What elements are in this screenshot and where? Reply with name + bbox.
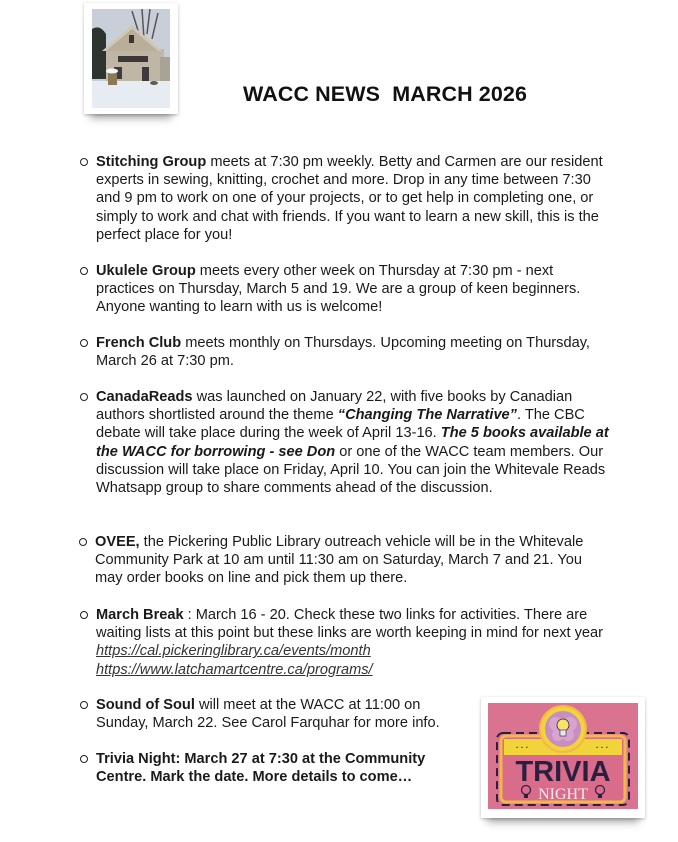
news-item-sound-of-soul: [96, 696, 476, 732]
bullet-icon: [79, 538, 87, 546]
news-item-french-club: [96, 334, 611, 370]
bullet-icon: [80, 267, 88, 275]
hall-photo-image: [92, 9, 170, 108]
item-text: or one of the WACC team members. Our discussion will take place on Friday, April 10. You can join the Whitevale Reads Whatsapp group to share comments ahead of the discussion.: [96, 443, 606, 497]
community-hall-photo: [84, 3, 178, 114]
item-text: meets monthly on Thursdays. Upcoming meeting on Thursday, March 26 at 7:30 pm.: [96, 335, 590, 370]
bullet-icon: [80, 339, 88, 347]
bullet-icon: [80, 701, 88, 709]
bullet-icon: [80, 158, 88, 166]
theme-text: “Changing The Narrative”: [337, 407, 517, 424]
item-text: : March 16 - 20. Check these two links for activities. There are waiting lists at this point but these links are worth keeping in mind for next year: [96, 607, 603, 642]
item-text: meets at 7:30 pm weekly. Betty and Carmen are our resident experts in sewing, knitting, crochet and more. Drop in any time between 7:30 and 9 pm to work on one of your projects, or to get help in completing one, or simply to work and chat with friends. If you want to learn a new skill, this is the perfect place for you!: [96, 154, 603, 243]
latcham-art-centre-link[interactable]: https://www.latchamartcentre.ca/programs/: [96, 661, 373, 678]
item-lead: CanadaReads: [96, 389, 193, 405]
item-lead: Stitching Group: [96, 154, 207, 170]
bullet-icon: [80, 755, 88, 763]
trivia-word: TRIVIA: [515, 756, 611, 788]
svg-text:· · ·: · · ·: [516, 743, 529, 752]
item-lead: Trivia Night: March 27 at 7:30 at the Community Centre. Mark the date. More details to come…: [96, 751, 426, 786]
item-text: the Pickering Public Library outreach vehicle will be in the Whitevale Community Park at 10 am until 11:30 am on Saturday, March 7 and 21. You may order books on line and pick them up there.: [95, 534, 584, 587]
item-lead: Sound of Soul: [96, 697, 195, 713]
news-item-canada-reads: [96, 388, 611, 497]
news-item-ovee: [95, 533, 610, 588]
bullet-icon: [80, 393, 88, 401]
item-text: meets every other week on Thursday at 7:30 pm - next practices on Thursday, March 5 and 19. We are a group of keen beginners. Anyone wanting to learn with us is welcome!: [96, 263, 581, 316]
news-item-trivia-night: [96, 750, 456, 786]
news-item-stitching-group: [96, 153, 611, 244]
news-item-march-break: [96, 606, 611, 679]
item-text: will meet at the WACC at 11:00 on Sunday, March 22. See Carol Farquhar for more info.: [96, 697, 440, 732]
trivia-night-graphic: [481, 697, 645, 818]
item-text: was launched on January 22, with five books by Canadian authors shortlisted around the theme: [96, 389, 573, 424]
trivia-poster: [488, 703, 638, 809]
item-lead: French Club: [96, 335, 182, 351]
newsletter-title: WACC NEWS MARCH 2026: [243, 82, 528, 106]
item-lead: OVEE,: [95, 534, 140, 550]
bullet-icon: [80, 611, 88, 619]
borrowing-note: The 5 books available at the WACC for borrowing - see Don: [96, 425, 609, 460]
news-item-ukulele-group: [96, 262, 611, 317]
item-lead: March Break: [96, 607, 184, 623]
night-word: NIGHT: [538, 786, 588, 803]
item-lead: Ukulele Group: [96, 263, 196, 279]
item-text: . The CBC debate will take place during the week of April 13-16.: [96, 407, 585, 442]
svg-text:· · ·: · · ·: [596, 743, 609, 752]
pickering-library-events-link[interactable]: https://cal.pickeringlibrary.ca/events/month: [96, 643, 371, 660]
